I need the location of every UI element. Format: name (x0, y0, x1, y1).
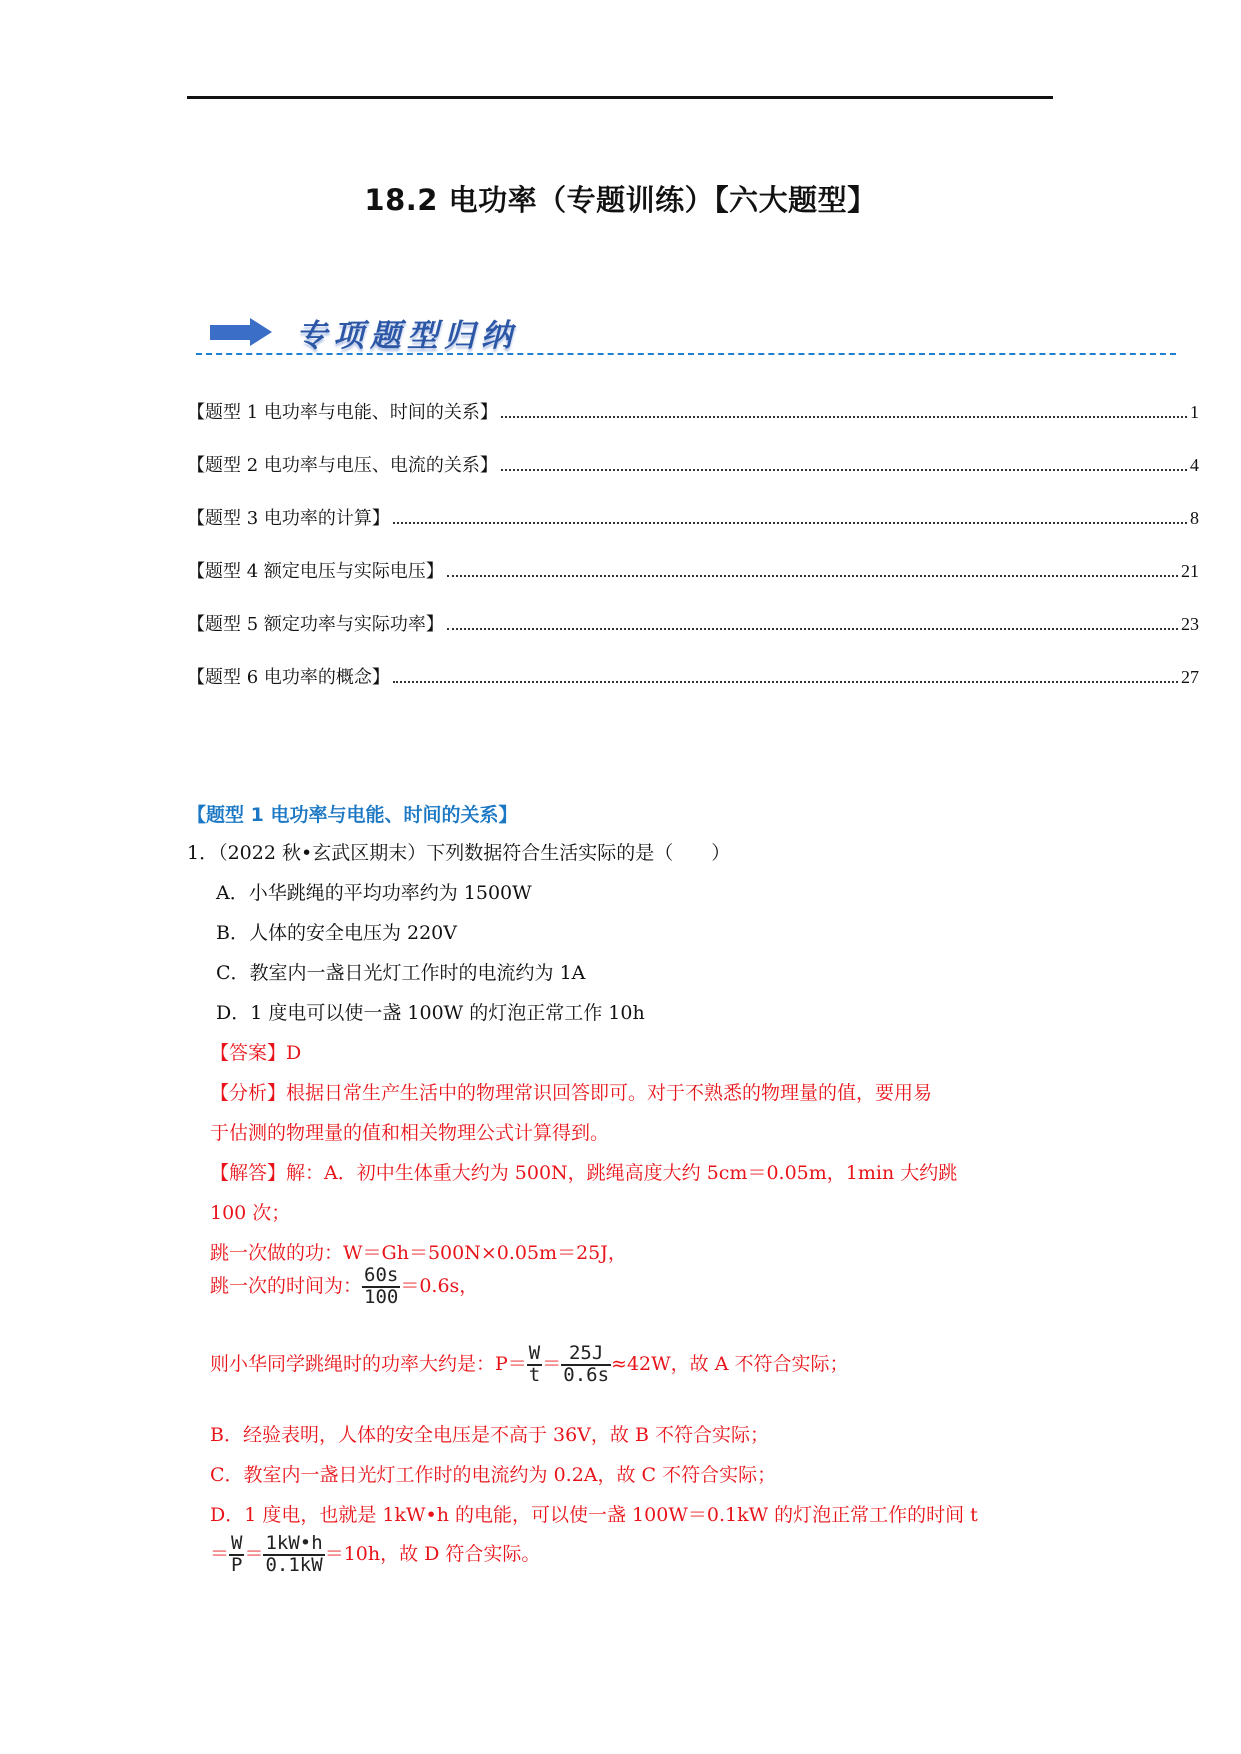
fraction (229, 1534, 244, 1576)
toc-item-page: 27 (1181, 667, 1199, 687)
right-arrow-icon (210, 318, 274, 346)
solution-line: C．教室内一盏日光灯工作时的电流约为 0.2A，故 C 不符合实际； (210, 1464, 777, 1486)
toc-item[interactable] (187, 398, 1199, 424)
analysis-line: 于估测的物理量的值和相关物理公式计算得到。 (210, 1122, 610, 1144)
toc-item-page: 23 (1181, 614, 1199, 634)
equals-sign: ＝ (244, 1542, 264, 1565)
header-rule (187, 96, 1053, 99)
solution-line: D．1 度电，也就是 1kW•h 的电能，可以使一盏 100W＝0.1kW 的灯泡正常工作的时间 t (210, 1504, 978, 1526)
solution-text: ＝ (210, 1542, 230, 1565)
solution-text: ≈42W，故 A 不符合实际； (611, 1352, 849, 1375)
fraction (527, 1344, 542, 1386)
toc-item[interactable] (187, 504, 1199, 530)
equals-sign: ＝ (542, 1352, 562, 1375)
fraction (362, 1266, 400, 1308)
solution-text: 则小华同学跳绳时的功率大约是：P＝ (210, 1352, 527, 1375)
fraction-numerator: 1kW•h (265, 1532, 323, 1554)
option-b: B．人体的安全电压为 220V (216, 922, 457, 944)
banner-text: 专项题型归纳 (296, 317, 518, 354)
toc-item-label[interactable]: 【题型 5 额定功率与实际功率】 (187, 614, 444, 635)
toc-leader (393, 681, 1178, 683)
solution-line-time (210, 1266, 478, 1308)
toc-leader (447, 575, 1178, 577)
section-banner (210, 312, 518, 352)
option-a: A．小华跳绳的平均功率约为 1500W (216, 882, 532, 904)
solution-line: B．经验表明，人体的安全电压是不高于 36V，故 B 不符合实际； (210, 1424, 769, 1446)
section-heading: 【题型 1 电功率与电能、时间的关系】 (187, 804, 518, 826)
question-stem: 1．（2022 秋•玄武区期末）下列数据符合生活实际的是（ ） (187, 842, 731, 864)
solution-text: ＝0.6s， (400, 1274, 479, 1297)
fraction-denominator: t (528, 1363, 541, 1386)
solution-text: 跳一次的时间为： (210, 1274, 363, 1297)
solution-line: 【解答】解：A．初中生体重大约为 500N，跳绳高度大约 5cm＝0.05m，1min 大约跳 (210, 1162, 958, 1184)
toc-item-label[interactable]: 【题型 2 电功率与电压、电流的关系】 (187, 455, 498, 476)
page-title: 18.2 电功率（专题训练）【六大题型】 (364, 183, 877, 217)
toc-item-page: 21 (1181, 561, 1199, 581)
solution-line: 跳一次做的功：W＝Gh＝500N×0.05m＝25J， (210, 1242, 627, 1264)
analysis-line: 【分析】根据日常生产生活中的物理常识回答即可。对于不熟悉的物理量的值，要用易 (210, 1082, 933, 1104)
toc-item-label[interactable]: 【题型 3 电功率的计算】 (187, 508, 390, 529)
fraction-denominator: 0.1kW (265, 1553, 323, 1576)
toc-item-page: 8 (1190, 508, 1199, 528)
fraction (561, 1344, 611, 1386)
toc-item[interactable] (187, 610, 1199, 636)
option-d: D．1 度电可以使一盏 100W 的灯泡正常工作 10h (216, 1002, 645, 1024)
toc-item[interactable] (187, 557, 1199, 583)
solution-text: ＝10h，故 D 符合实际。 (324, 1542, 541, 1565)
answer: 【答案】D (210, 1042, 302, 1064)
solution-line: 100 次； (210, 1202, 291, 1224)
fraction-denominator: 0.6s (563, 1363, 610, 1386)
fraction-denominator: 100 (364, 1285, 399, 1308)
toc-item-label[interactable]: 【题型 6 电功率的概念】 (187, 667, 390, 688)
toc-item-label[interactable]: 【题型 4 额定电压与实际电压】 (187, 561, 444, 582)
toc-item-page: 1 (1190, 402, 1199, 422)
fraction-numerator: 60s (364, 1264, 399, 1286)
toc-item[interactable] (187, 663, 1199, 689)
toc-leader (393, 522, 1187, 524)
fraction-numerator: 25J (561, 1344, 611, 1366)
fraction-numerator: W (231, 1532, 243, 1554)
toc-leader (501, 416, 1187, 418)
option-c: C．教室内一盏日光灯工作时的电流约为 1A (216, 962, 586, 984)
solution-line-duration (210, 1534, 540, 1576)
toc-item-page: 4 (1190, 455, 1199, 475)
fraction-denominator: P (231, 1553, 243, 1576)
banner-divider (196, 353, 1176, 355)
toc-leader (501, 469, 1187, 471)
toc-leader (447, 628, 1178, 630)
toc-item[interactable] (187, 451, 1199, 477)
solution-line-power (210, 1344, 848, 1386)
fraction-numerator: W (528, 1342, 541, 1364)
toc-item-label[interactable]: 【题型 1 电功率与电能、时间的关系】 (187, 402, 498, 423)
fraction (263, 1534, 324, 1576)
